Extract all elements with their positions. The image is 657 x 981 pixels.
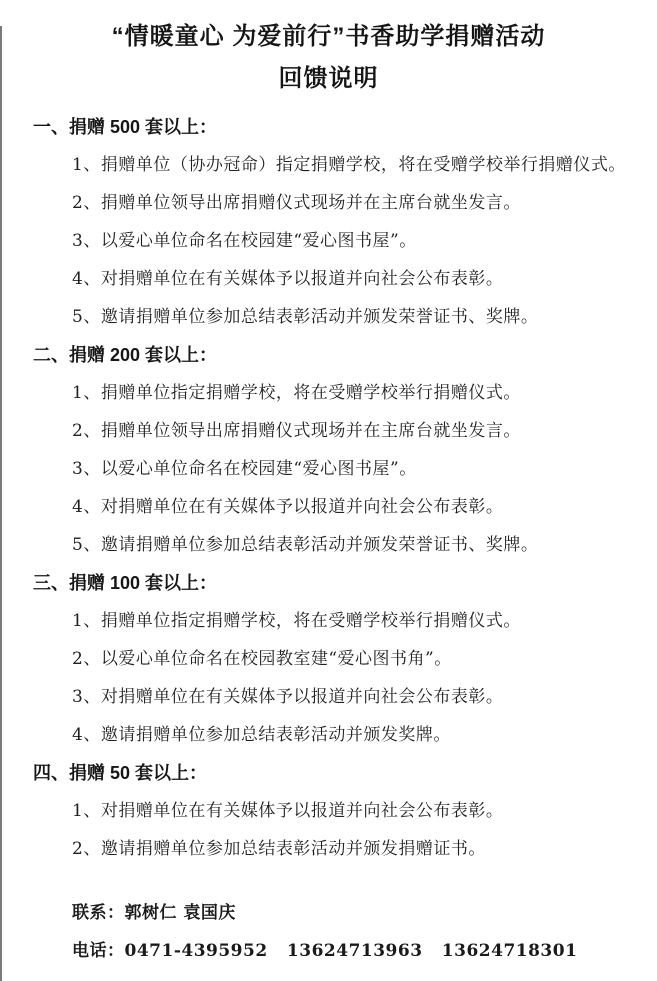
list-item: 5、邀请捐赠单位参加总结表彰活动并颁发荣誉证书、奖牌。 bbox=[72, 535, 539, 555]
scan-artifact-line bbox=[0, 26, 2, 981]
section-heading-50: 四、捐赠 50 套以上： bbox=[33, 763, 208, 783]
list-item: 4、对捐赠单位在有关媒体予以报道并向社会公布表彰。 bbox=[72, 269, 504, 289]
contact-names-line bbox=[72, 894, 657, 932]
list-item: 5、邀请捐赠单位参加总结表彰活动并颁发荣誉证书、奖牌。 bbox=[72, 307, 539, 327]
list-item: 2、捐赠单位领导出席捐赠仪式现场并在主席台就坐发言。 bbox=[72, 193, 521, 213]
contact-phone-line bbox=[72, 932, 657, 970]
section-heading-500: 一、捐赠 500 套以上： bbox=[33, 117, 218, 137]
list-item: 3、以爱心单位命名在校园建“爱心图书屋”。 bbox=[72, 459, 417, 479]
list-item: 1、捐赠单位指定捐赠学校，将在受赠学校举行捐赠仪式。 bbox=[72, 611, 521, 631]
contact-names-label: 联系： bbox=[72, 903, 125, 923]
list-item: 4、邀请捐赠单位参加总结表彰活动并颁发奖牌。 bbox=[72, 725, 451, 745]
document-title-line2: 回馈说明 bbox=[278, 65, 379, 92]
list-item: 1、对捐赠单位在有关媒体予以报道并向社会公布表彰。 bbox=[72, 801, 504, 821]
list-item: 4、对捐赠单位在有关媒体予以报道并向社会公布表彰。 bbox=[72, 497, 504, 517]
contact-names: 郭树仁 袁国庆 bbox=[124, 903, 236, 923]
section-heading-200: 二、捐赠 200 套以上： bbox=[33, 345, 218, 365]
contact-phone-label: 电话： bbox=[72, 941, 125, 961]
section-donate-100 bbox=[0, 564, 657, 754]
list-item: 2、以爱心单位命名在校园教室建“爱心图书角”。 bbox=[72, 649, 452, 669]
section-donate-200 bbox=[0, 336, 657, 564]
section-heading-100: 三、捐赠 100 套以上： bbox=[33, 573, 218, 593]
list-item: 3、对捐赠单位在有关媒体予以报道并向社会公布表彰。 bbox=[72, 687, 504, 707]
contact-phones: 0471-4395952 13624713963 13624718301 bbox=[124, 941, 578, 961]
document-title-line1: “情暖童心 为爱前行”书香助学捐赠活动 bbox=[111, 23, 546, 50]
list-item: 3、以爱心单位命名在校园建“爱心图书屋”。 bbox=[72, 231, 417, 251]
list-item: 1、捐赠单位指定捐赠学校，将在受赠学校举行捐赠仪式。 bbox=[72, 383, 521, 403]
list-item: 2、捐赠单位领导出席捐赠仪式现场并在主席台就坐发言。 bbox=[72, 421, 521, 441]
contact-block bbox=[0, 894, 657, 970]
section-donate-500 bbox=[0, 108, 657, 336]
section-donate-50 bbox=[0, 754, 657, 868]
list-item: 1、捐赠单位（协办冠命）指定捐赠学校，将在受赠学校举行捐赠仪式。 bbox=[72, 155, 626, 175]
list-item: 2、邀请捐赠单位参加总结表彰活动并颁发捐赠证书。 bbox=[72, 839, 486, 859]
